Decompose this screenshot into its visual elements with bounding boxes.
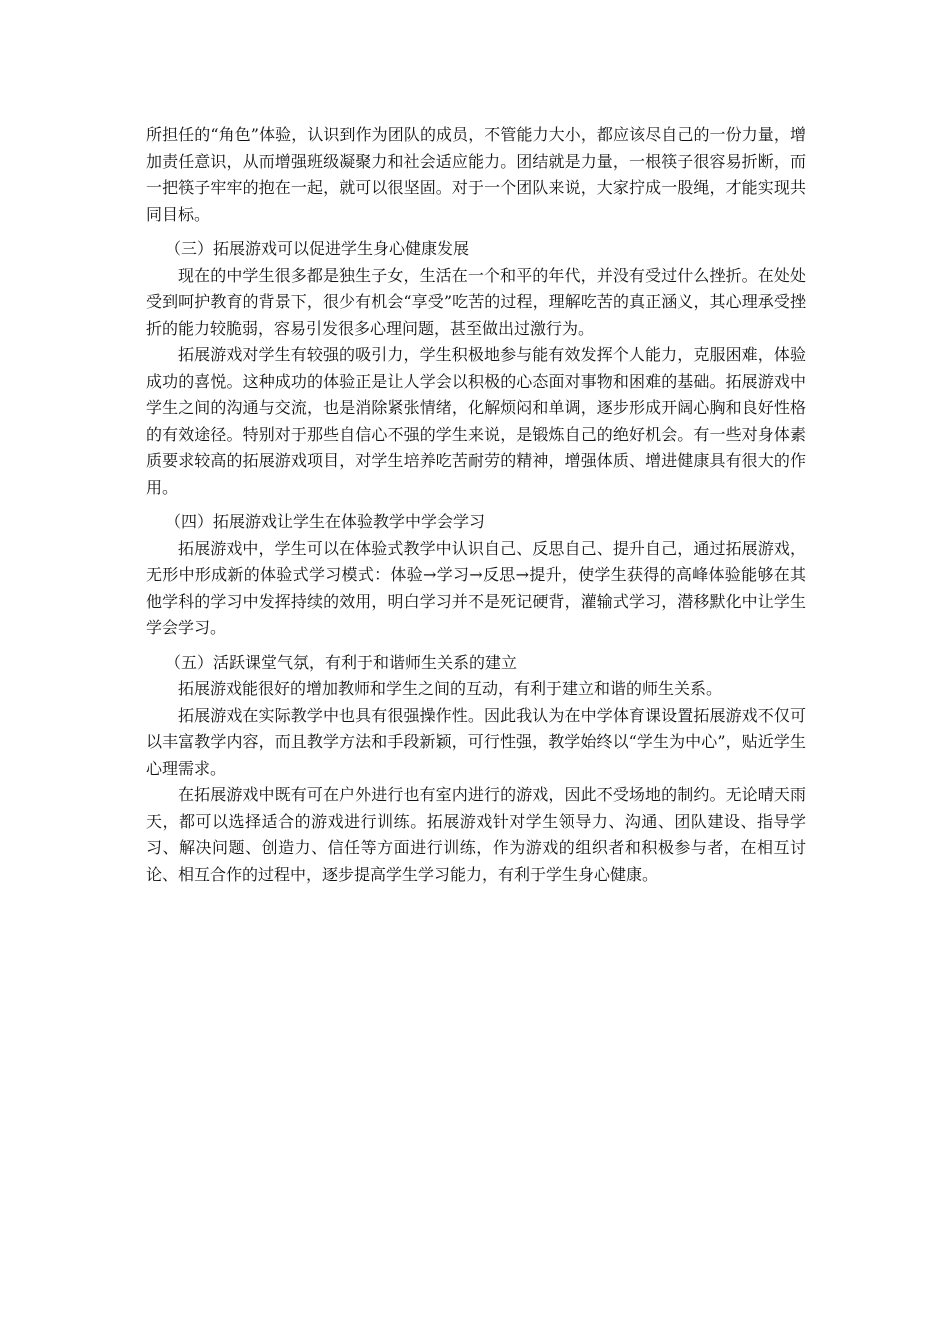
section-3-paragraph-1: 现在的中学生很多都是独生子女，生活在一个和平的年代，并没有受过什么挫折。在处处受到呵护教育的背景下，很少有机会“享受”吃苦的过程，理解吃苦的真正涵义，其心理承受挫折的能力较脆弱，容易引发很多心理问题，甚至做出过激行为。 <box>146 265 806 338</box>
intro-continuation-paragraph: 所担任的“角色”体验，认识到作为团队的成员，不管能力大小，都应该尽自己的一份力量，增加责任意识，从而增强班级凝聚力和社会适应能力。团结就是力量，一根筷子很容易折断，而一把筷子牢牢的抱在一起，就可以很坚固。对于一个团队来说，大家拧成一股绳，才能实现共同目标。 <box>146 125 806 224</box>
section-5-paragraph-1: 拓展游戏能很好的增加教师和学生之间的互动，有利于建立和谐的师生关系。 <box>178 679 723 698</box>
section-4-paragraph-1: 拓展游戏中，学生可以在体验式教学中认识自己、反思自己、提升自己，通过拓展游戏，无形中形成新的体验式学习模式：体验→学习→反思→提升，使学生获得的高峰体验能够在其他学科的学习中发挥持续的效用，明白学习并不是死记硬背，灌输式学习，潜移默化中让学生学会学习。 <box>146 538 806 637</box>
section-3 <box>146 236 806 501</box>
section-4-heading: （四）拓展游戏让学生在体验教学中学会学习 <box>165 512 486 531</box>
section-3-heading: （三）拓展游戏可以促进学生身心健康发展 <box>165 239 470 258</box>
document-page <box>146 122 806 888</box>
section-3-paragraph-2: 拓展游戏对学生有较强的吸引力，学生积极地参与能有效发挥个人能力，克服困难，体验成功的喜悦。这种成功的体验正是让人学会以积极的心态面对事物和困难的基础。拓展游戏中学生之间的沟通与交流，也是消除紧张情绪，化解烦闷和单调，逐步形成开阔心胸和良好性格的有效途径。特别对于那些自信心不强的学生来说，是锻炼自己的绝好机会。有一些对身体素质要求较高的拓展游戏项目，对学生培养吃苦耐劳的精神，增强体质、增进健康具有很大的作用。 <box>146 345 806 497</box>
section-5-paragraph-2: 拓展游戏在实际教学中也具有很强操作性。因此我认为在中学体育课设置拓展游戏不仅可以丰富教学内容，而且教学方法和手段新颖，可行性强，教学始终以“学生为中心”，贴近学生心理需求。 <box>146 705 806 778</box>
section-5 <box>146 650 806 889</box>
section-4 <box>146 509 806 642</box>
section-5-heading: （五）活跃课堂气氛，有利于和谐师生关系的建立 <box>165 652 518 672</box>
section-5-paragraph-3: 在拓展游戏中既有可在户外进行也有室内进行的游戏，因此不受场地的制约。无论晴天雨天，都可以选择适合的游戏进行训练。拓展游戏针对学生领导力、沟通、团队建设、指导学习、解决问题、创造力、信任等方面进行训练，作为游戏的组织者和积极参与者，在相互讨论、相互合作的过程中，逐步提高学生学习能力，有利于学生身心健康。 <box>146 785 806 884</box>
